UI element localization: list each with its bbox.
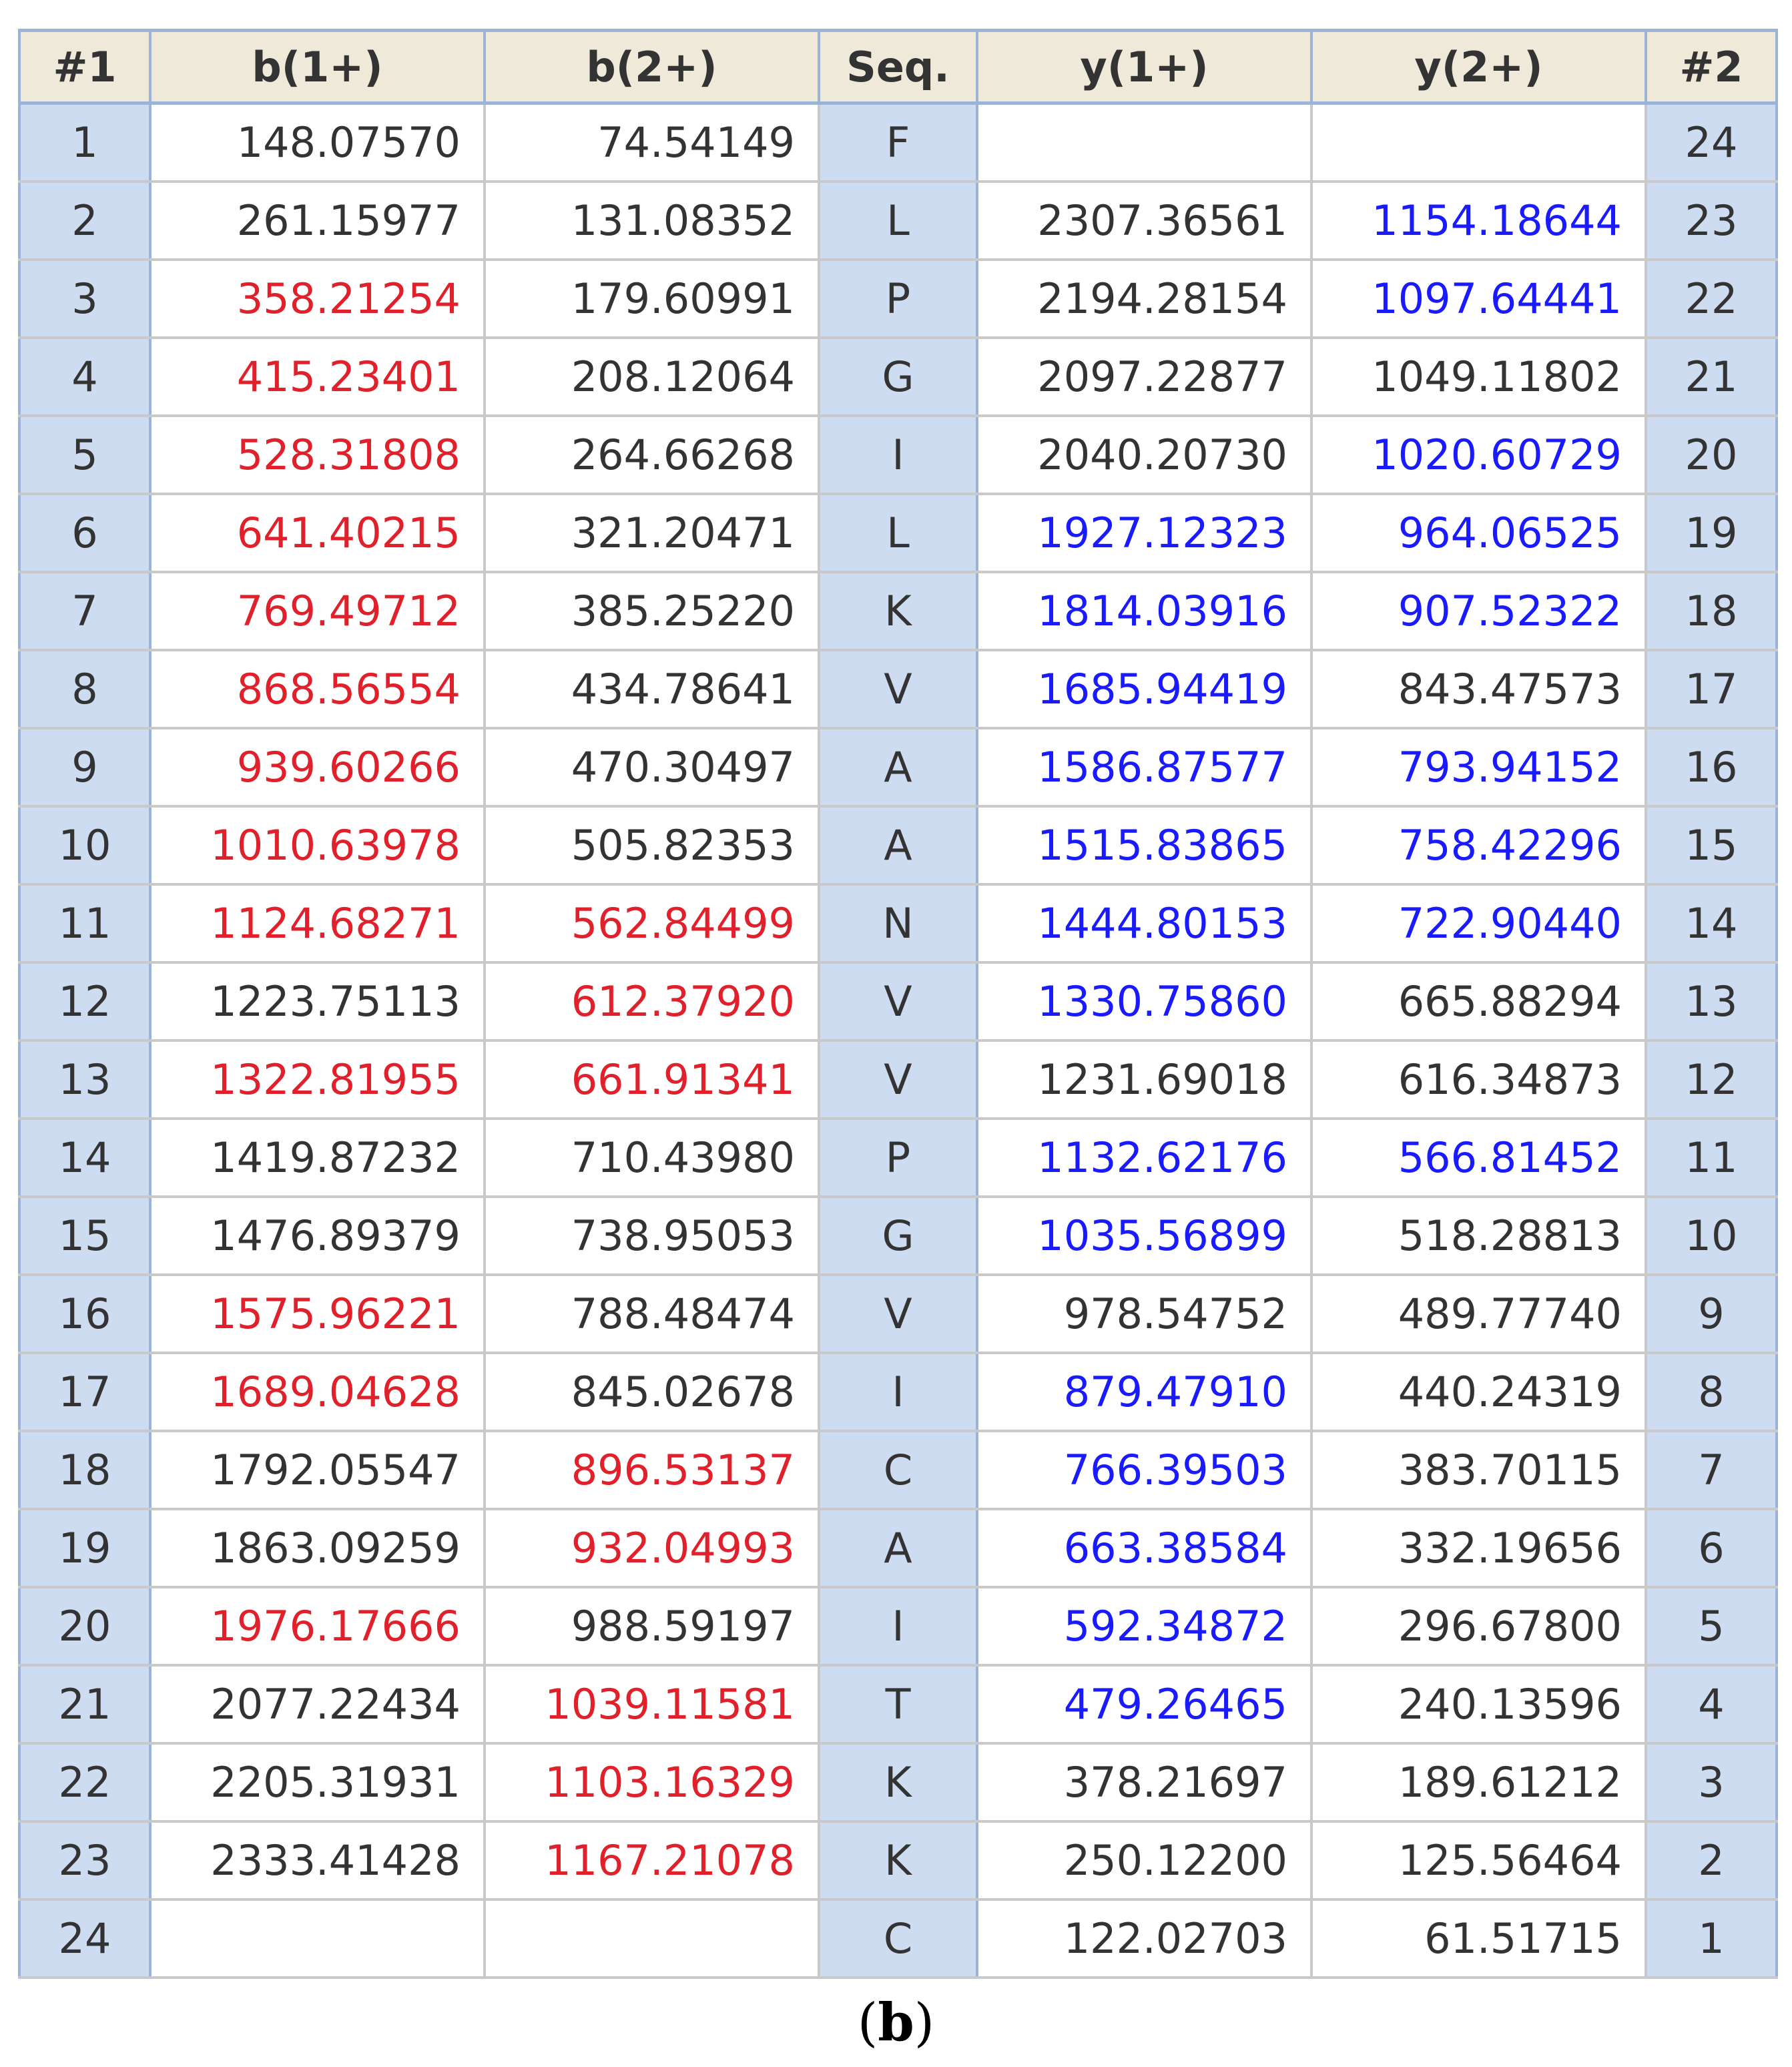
index-2-cell: 9 xyxy=(1646,1275,1777,1353)
index-1-cell: 9 xyxy=(19,728,150,806)
b2-cell: 434.78641 xyxy=(485,650,819,728)
table-row xyxy=(19,1041,1777,1119)
residue-cell: F xyxy=(819,103,977,182)
b2-cell: 505.82353 xyxy=(485,806,819,884)
y2-cell xyxy=(1311,103,1646,182)
y2-cell: 61.51715 xyxy=(1311,1899,1646,1978)
b2-cell: 208.12064 xyxy=(485,338,819,416)
residue-cell: K xyxy=(819,572,977,650)
b2-cell: 470.30497 xyxy=(485,728,819,806)
y2-cell: 1154.18644 xyxy=(1311,182,1646,260)
y2-cell: 125.56464 xyxy=(1311,1821,1646,1899)
residue-cell: C xyxy=(819,1431,977,1509)
index-1-cell: 3 xyxy=(19,260,150,338)
residue-cell: C xyxy=(819,1899,977,1978)
b2-cell: 385.25220 xyxy=(485,572,819,650)
index-1-cell: 2 xyxy=(19,182,150,260)
y1-cell: 1231.69018 xyxy=(977,1041,1311,1119)
y1-cell: 479.26465 xyxy=(977,1665,1311,1743)
b2-cell: 988.59197 xyxy=(485,1587,819,1665)
y1-cell xyxy=(977,103,1311,182)
residue-cell: L xyxy=(819,494,977,572)
index-1-cell: 23 xyxy=(19,1821,150,1899)
b1-cell: 1322.81955 xyxy=(150,1041,485,1119)
b2-cell: 74.54149 xyxy=(485,103,819,182)
residue-cell: L xyxy=(819,182,977,260)
index-1-cell: 10 xyxy=(19,806,150,884)
table-row xyxy=(19,728,1777,806)
index-2-cell: 22 xyxy=(1646,260,1777,338)
table-row xyxy=(19,1353,1777,1431)
b2-cell: 321.20471 xyxy=(485,494,819,572)
y1-cell: 1685.94419 xyxy=(977,650,1311,728)
fragment-ion-table xyxy=(18,29,1778,1979)
header-y1: y(1+) xyxy=(977,31,1311,103)
index-2-cell: 3 xyxy=(1646,1743,1777,1821)
index-1-cell: 1 xyxy=(19,103,150,182)
table-row xyxy=(19,884,1777,962)
index-1-cell: 14 xyxy=(19,1119,150,1197)
y1-cell: 879.47910 xyxy=(977,1353,1311,1431)
index-2-cell: 18 xyxy=(1646,572,1777,650)
index-2-cell: 5 xyxy=(1646,1587,1777,1665)
y1-cell: 378.21697 xyxy=(977,1743,1311,1821)
table-row xyxy=(19,806,1777,884)
caption-close: ) xyxy=(914,1993,935,2053)
table-row xyxy=(19,182,1777,260)
b1-cell: 2077.22434 xyxy=(150,1665,485,1743)
y2-cell: 907.52322 xyxy=(1311,572,1646,650)
y2-cell: 489.77740 xyxy=(1311,1275,1646,1353)
b2-cell: 661.91341 xyxy=(485,1041,819,1119)
residue-cell: V xyxy=(819,1041,977,1119)
index-1-cell: 24 xyxy=(19,1899,150,1978)
residue-cell: G xyxy=(819,338,977,416)
y1-cell: 122.02703 xyxy=(977,1899,1311,1978)
b2-cell: 845.02678 xyxy=(485,1353,819,1431)
y1-cell: 592.34872 xyxy=(977,1587,1311,1665)
y2-cell: 296.67800 xyxy=(1311,1587,1646,1665)
y2-cell: 722.90440 xyxy=(1311,884,1646,962)
y2-cell: 1020.60729 xyxy=(1311,416,1646,494)
y2-cell: 240.13596 xyxy=(1311,1665,1646,1743)
y2-cell: 1049.11802 xyxy=(1311,338,1646,416)
index-1-cell: 6 xyxy=(19,494,150,572)
header-index-1: #1 xyxy=(19,31,150,103)
index-1-cell: 12 xyxy=(19,962,150,1041)
y2-cell: 793.94152 xyxy=(1311,728,1646,806)
b1-cell: 769.49712 xyxy=(150,572,485,650)
residue-cell: A xyxy=(819,728,977,806)
y2-cell: 1097.64441 xyxy=(1311,260,1646,338)
b1-cell: 1124.68271 xyxy=(150,884,485,962)
b1-cell: 415.23401 xyxy=(150,338,485,416)
index-1-cell: 4 xyxy=(19,338,150,416)
index-2-cell: 11 xyxy=(1646,1119,1777,1197)
b1-cell: 1689.04628 xyxy=(150,1353,485,1431)
residue-cell: G xyxy=(819,1197,977,1275)
index-2-cell: 8 xyxy=(1646,1353,1777,1431)
y2-cell: 665.88294 xyxy=(1311,962,1646,1041)
header-b2: b(2+) xyxy=(485,31,819,103)
table-row xyxy=(19,1509,1777,1587)
index-2-cell: 20 xyxy=(1646,416,1777,494)
b1-cell: 1792.05547 xyxy=(150,1431,485,1509)
table-row xyxy=(19,1899,1777,1978)
y2-cell: 383.70115 xyxy=(1311,1431,1646,1509)
b2-cell: 264.66268 xyxy=(485,416,819,494)
index-2-cell: 13 xyxy=(1646,962,1777,1041)
b1-cell: 358.21254 xyxy=(150,260,485,338)
y1-cell: 766.39503 xyxy=(977,1431,1311,1509)
index-1-cell: 5 xyxy=(19,416,150,494)
residue-cell: I xyxy=(819,1353,977,1431)
caption-letter: b xyxy=(878,1992,914,2053)
y1-cell: 2194.28154 xyxy=(977,260,1311,338)
y1-cell: 1515.83865 xyxy=(977,806,1311,884)
b1-cell: 868.56554 xyxy=(150,650,485,728)
table-row xyxy=(19,1119,1777,1197)
index-2-cell: 2 xyxy=(1646,1821,1777,1899)
residue-cell: A xyxy=(819,806,977,884)
b2-cell: 1167.21078 xyxy=(485,1821,819,1899)
header-b1: b(1+) xyxy=(150,31,485,103)
y1-cell: 250.12200 xyxy=(977,1821,1311,1899)
b2-cell: 562.84499 xyxy=(485,884,819,962)
y2-cell: 843.47573 xyxy=(1311,650,1646,728)
residue-cell: T xyxy=(819,1665,977,1743)
y1-cell: 663.38584 xyxy=(977,1509,1311,1587)
b2-cell: 896.53137 xyxy=(485,1431,819,1509)
index-1-cell: 8 xyxy=(19,650,150,728)
header-row xyxy=(19,31,1777,103)
index-2-cell: 4 xyxy=(1646,1665,1777,1743)
y1-cell: 2307.36561 xyxy=(977,182,1311,260)
index-1-cell: 21 xyxy=(19,1665,150,1743)
y2-cell: 189.61212 xyxy=(1311,1743,1646,1821)
b1-cell: 261.15977 xyxy=(150,182,485,260)
b1-cell: 641.40215 xyxy=(150,494,485,572)
b1-cell: 1575.96221 xyxy=(150,1275,485,1353)
index-2-cell: 21 xyxy=(1646,338,1777,416)
residue-cell: K xyxy=(819,1821,977,1899)
b1-cell: 1223.75113 xyxy=(150,962,485,1041)
y1-cell: 1586.87577 xyxy=(977,728,1311,806)
index-1-cell: 19 xyxy=(19,1509,150,1587)
table-row xyxy=(19,1197,1777,1275)
residue-cell: I xyxy=(819,416,977,494)
index-1-cell: 18 xyxy=(19,1431,150,1509)
b2-cell: 612.37920 xyxy=(485,962,819,1041)
table-row xyxy=(19,1665,1777,1743)
residue-cell: A xyxy=(819,1509,977,1587)
y2-cell: 758.42296 xyxy=(1311,806,1646,884)
index-2-cell: 10 xyxy=(1646,1197,1777,1275)
y1-cell: 1814.03916 xyxy=(977,572,1311,650)
b1-cell: 528.31808 xyxy=(150,416,485,494)
y1-cell: 1330.75860 xyxy=(977,962,1311,1041)
y2-cell: 518.28813 xyxy=(1311,1197,1646,1275)
index-2-cell: 7 xyxy=(1646,1431,1777,1509)
index-2-cell: 23 xyxy=(1646,182,1777,260)
y2-cell: 440.24319 xyxy=(1311,1353,1646,1431)
index-1-cell: 11 xyxy=(19,884,150,962)
index-2-cell: 16 xyxy=(1646,728,1777,806)
table-row xyxy=(19,1275,1777,1353)
b2-cell: 932.04993 xyxy=(485,1509,819,1587)
index-1-cell: 17 xyxy=(19,1353,150,1431)
index-1-cell: 16 xyxy=(19,1275,150,1353)
residue-cell: K xyxy=(819,1743,977,1821)
b1-cell: 1976.17666 xyxy=(150,1587,485,1665)
index-1-cell: 15 xyxy=(19,1197,150,1275)
y2-cell: 566.81452 xyxy=(1311,1119,1646,1197)
y1-cell: 1444.80153 xyxy=(977,884,1311,962)
b2-cell: 131.08352 xyxy=(485,182,819,260)
b2-cell xyxy=(485,1899,819,1978)
index-2-cell: 12 xyxy=(1646,1041,1777,1119)
index-1-cell: 7 xyxy=(19,572,150,650)
table-row xyxy=(19,572,1777,650)
index-2-cell: 1 xyxy=(1646,1899,1777,1978)
b2-cell: 738.95053 xyxy=(485,1197,819,1275)
y2-cell: 616.34873 xyxy=(1311,1041,1646,1119)
residue-cell: P xyxy=(819,260,977,338)
y1-cell: 2097.22877 xyxy=(977,338,1311,416)
table-row xyxy=(19,962,1777,1041)
index-1-cell: 22 xyxy=(19,1743,150,1821)
table-row xyxy=(19,260,1777,338)
b1-cell: 1476.89379 xyxy=(150,1197,485,1275)
y1-cell: 1927.12323 xyxy=(977,494,1311,572)
b2-cell: 788.48474 xyxy=(485,1275,819,1353)
y1-cell: 1132.62176 xyxy=(977,1119,1311,1197)
header-seq: Seq. xyxy=(819,31,977,103)
table-row xyxy=(19,1587,1777,1665)
b2-cell: 1103.16329 xyxy=(485,1743,819,1821)
y2-cell: 964.06525 xyxy=(1311,494,1646,572)
table-row xyxy=(19,1743,1777,1821)
table-row xyxy=(19,338,1777,416)
table-row xyxy=(19,494,1777,572)
index-2-cell: 15 xyxy=(1646,806,1777,884)
y1-cell: 978.54752 xyxy=(977,1275,1311,1353)
residue-cell: V xyxy=(819,962,977,1041)
table-row xyxy=(19,416,1777,494)
table-row xyxy=(19,1431,1777,1509)
b1-cell: 1863.09259 xyxy=(150,1509,485,1587)
index-2-cell: 24 xyxy=(1646,103,1777,182)
y2-cell: 332.19656 xyxy=(1311,1509,1646,1587)
header-index-2: #2 xyxy=(1646,31,1777,103)
residue-cell: N xyxy=(819,884,977,962)
residue-cell: V xyxy=(819,650,977,728)
table-row xyxy=(19,103,1777,182)
table-row xyxy=(19,1821,1777,1899)
table-body xyxy=(19,103,1777,1978)
index-1-cell: 20 xyxy=(19,1587,150,1665)
b1-cell: 2333.41428 xyxy=(150,1821,485,1899)
residue-cell: I xyxy=(819,1587,977,1665)
b1-cell: 1010.63978 xyxy=(150,806,485,884)
b2-cell: 179.60991 xyxy=(485,260,819,338)
b1-cell: 939.60266 xyxy=(150,728,485,806)
index-1-cell: 13 xyxy=(19,1041,150,1119)
table-row xyxy=(19,650,1777,728)
residue-cell: V xyxy=(819,1275,977,1353)
b1-cell: 2205.31931 xyxy=(150,1743,485,1821)
b2-cell: 1039.11581 xyxy=(485,1665,819,1743)
b2-cell: 710.43980 xyxy=(485,1119,819,1197)
b1-cell xyxy=(150,1899,485,1978)
index-2-cell: 6 xyxy=(1646,1509,1777,1587)
figure-caption xyxy=(0,1992,1792,2053)
y1-cell: 2040.20730 xyxy=(977,416,1311,494)
index-2-cell: 17 xyxy=(1646,650,1777,728)
index-2-cell: 19 xyxy=(1646,494,1777,572)
b1-cell: 1419.87232 xyxy=(150,1119,485,1197)
residue-cell: P xyxy=(819,1119,977,1197)
caption-open: ( xyxy=(857,1993,878,2053)
index-2-cell: 14 xyxy=(1646,884,1777,962)
y1-cell: 1035.56899 xyxy=(977,1197,1311,1275)
header-y2: y(2+) xyxy=(1311,31,1646,103)
b1-cell: 148.07570 xyxy=(150,103,485,182)
